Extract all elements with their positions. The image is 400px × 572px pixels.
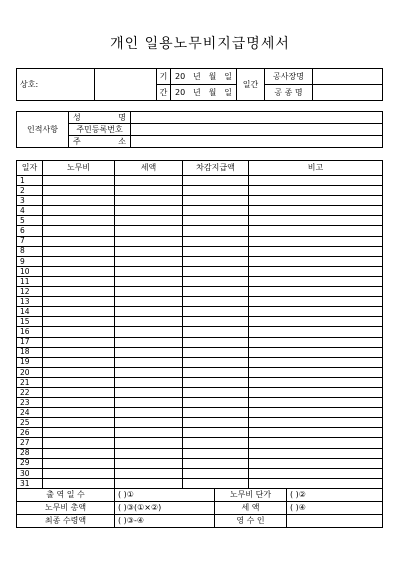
remarks-cell[interactable] (249, 196, 383, 206)
net-pay-cell[interactable] (183, 206, 249, 216)
address-label: 주 소 (69, 136, 131, 148)
table-row (17, 236, 383, 246)
table-row (17, 478, 383, 488)
document-title: 개인 일용노무비지급명세서 (110, 36, 290, 52)
day-number: 29 (17, 458, 43, 468)
receipt-signature-field[interactable] (287, 515, 383, 528)
tax-cell[interactable] (115, 246, 183, 256)
net-pay-cell[interactable] (183, 276, 249, 286)
id-number-label: 주민등록번호 (69, 124, 131, 136)
remarks-cell[interactable] (249, 448, 383, 458)
tax-cell[interactable] (115, 458, 183, 468)
net-pay-cell[interactable] (183, 327, 249, 337)
remarks-cell[interactable] (249, 317, 383, 327)
remarks-cell[interactable] (249, 297, 383, 307)
tax-cell[interactable] (115, 478, 183, 488)
tax-cell[interactable] (115, 297, 183, 307)
table-row (17, 418, 383, 428)
receipt-label: 영 수 인 (215, 515, 287, 528)
day-number: 12 (17, 287, 43, 297)
day-number: 9 (17, 256, 43, 266)
table-row (17, 226, 383, 236)
day-number: 2 (17, 186, 43, 196)
wage-cell[interactable] (43, 276, 115, 286)
day-number: 3 (17, 196, 43, 206)
remarks-cell[interactable] (249, 287, 383, 297)
day-number: 20 (17, 367, 43, 377)
day-number: 16 (17, 327, 43, 337)
tax-cell[interactable] (115, 226, 183, 236)
table-row (17, 176, 383, 186)
tax-cell[interactable] (115, 438, 183, 448)
net-pay-field[interactable]: ( )③-④ (115, 515, 215, 528)
remarks-cell[interactable] (249, 377, 383, 387)
tax-label: 세 액 (215, 502, 287, 515)
wage-cell[interactable] (43, 408, 115, 418)
wage-cell[interactable] (43, 297, 115, 307)
daily-ledger-table (16, 160, 383, 489)
net-pay-cell[interactable] (183, 236, 249, 246)
net-pay-cell[interactable] (183, 246, 249, 256)
day-number: 26 (17, 428, 43, 438)
net-pay-cell[interactable] (183, 337, 249, 347)
wage-cell[interactable] (43, 418, 115, 428)
tax-cell[interactable] (115, 206, 183, 216)
net-pay-cell[interactable] (183, 418, 249, 428)
tax-cell[interactable] (115, 387, 183, 397)
work-days-label: 출 역 일 수 (17, 489, 115, 502)
day-number: 1 (17, 176, 43, 186)
wage-cell[interactable] (43, 256, 115, 266)
net-pay-cell[interactable] (183, 347, 249, 357)
tax-cell[interactable] (115, 428, 183, 438)
table-row (17, 468, 383, 478)
wage-cell[interactable] (43, 186, 115, 196)
tax-cell[interactable] (115, 367, 183, 377)
net-pay-cell[interactable] (183, 438, 249, 448)
address-field[interactable] (131, 136, 383, 148)
tax-cell[interactable] (115, 337, 183, 347)
column-header-tax: 세액 (115, 161, 183, 176)
tax-cell[interactable] (115, 287, 183, 297)
table-row (17, 297, 383, 307)
wage-cell[interactable] (43, 206, 115, 216)
remarks-cell[interactable] (249, 408, 383, 418)
table-row (17, 398, 383, 408)
remarks-cell[interactable] (249, 418, 383, 428)
net-pay-cell[interactable] (183, 458, 249, 468)
net-pay-cell[interactable] (183, 428, 249, 438)
period-label-top: 기 (157, 69, 171, 85)
tax-cell[interactable] (115, 196, 183, 206)
table-row (17, 276, 383, 286)
company-label: 상호: (17, 69, 95, 101)
column-header-wage: 노무비 (43, 161, 115, 176)
tax-cell[interactable] (115, 327, 183, 337)
net-pay-cell[interactable] (183, 186, 249, 196)
remarks-cell[interactable] (249, 176, 383, 186)
tax-cell[interactable] (115, 317, 183, 327)
remarks-cell[interactable] (249, 226, 383, 236)
net-pay-cell[interactable] (183, 287, 249, 297)
total-wage-label: 노무비 총액 (17, 502, 115, 515)
remarks-cell[interactable] (249, 327, 383, 337)
remarks-cell[interactable] (249, 428, 383, 438)
wage-cell[interactable] (43, 337, 115, 347)
remarks-cell[interactable] (249, 266, 383, 276)
day-number: 31 (17, 478, 43, 488)
net-pay-label: 최종 수령액 (17, 515, 115, 528)
table-row (17, 387, 383, 397)
net-pay-cell[interactable] (183, 387, 249, 397)
remarks-cell[interactable] (249, 307, 383, 317)
work-type-field[interactable] (313, 85, 383, 101)
remarks-cell[interactable] (249, 186, 383, 196)
day-number: 19 (17, 357, 43, 367)
table-row (17, 287, 383, 297)
table-row (17, 438, 383, 448)
table-row (17, 367, 383, 377)
wage-cell[interactable] (43, 266, 115, 276)
day-number: 14 (17, 307, 43, 317)
tax-cell[interactable] (115, 347, 183, 357)
net-pay-cell[interactable] (183, 196, 249, 206)
tax-cell[interactable] (115, 276, 183, 286)
column-header-remarks: 비고 (249, 161, 383, 176)
tax-cell[interactable] (115, 357, 183, 367)
wage-cell[interactable] (43, 216, 115, 226)
wage-cell[interactable] (43, 387, 115, 397)
site-label: 공사장명 (265, 69, 313, 85)
day-number: 25 (17, 418, 43, 428)
table-row (17, 428, 383, 438)
net-pay-cell[interactable] (183, 297, 249, 307)
wage-cell[interactable] (43, 377, 115, 387)
wage-cell[interactable] (43, 317, 115, 327)
tax-cell[interactable] (115, 266, 183, 276)
remarks-cell[interactable] (249, 438, 383, 448)
wage-cell[interactable] (43, 236, 115, 246)
wage-cell[interactable] (43, 438, 115, 448)
personal-info-table (16, 111, 383, 148)
day-number: 17 (17, 337, 43, 347)
net-pay-cell[interactable] (183, 357, 249, 367)
table-row (17, 256, 383, 266)
table-row (17, 377, 383, 387)
tax-cell[interactable] (115, 256, 183, 266)
remarks-cell[interactable] (249, 216, 383, 226)
day-number: 7 (17, 236, 43, 246)
name-label: 성 명 (69, 112, 131, 124)
wage-cell[interactable] (43, 367, 115, 377)
net-pay-cell[interactable] (183, 398, 249, 408)
day-number: 23 (17, 398, 43, 408)
total-wage-field[interactable]: ( )③(①×②) (115, 502, 215, 515)
day-number: 6 (17, 226, 43, 236)
day-number: 15 (17, 317, 43, 327)
summary-table (16, 488, 383, 528)
net-pay-cell[interactable] (183, 317, 249, 327)
work-days-field[interactable]: ( )① (115, 489, 215, 502)
net-pay-cell[interactable] (183, 478, 249, 488)
wage-cell[interactable] (43, 458, 115, 468)
table-row (17, 206, 383, 216)
table-row (17, 196, 383, 206)
net-pay-cell[interactable] (183, 226, 249, 236)
table-row (17, 317, 383, 327)
remarks-cell[interactable] (249, 357, 383, 367)
day-number: 28 (17, 448, 43, 458)
table-row (17, 347, 383, 357)
tax-cell[interactable] (115, 408, 183, 418)
net-pay-cell[interactable] (183, 448, 249, 458)
day-number: 10 (17, 266, 43, 276)
day-number: 8 (17, 246, 43, 256)
remarks-cell[interactable] (249, 458, 383, 468)
day-number: 5 (17, 216, 43, 226)
net-pay-cell[interactable] (183, 377, 249, 387)
remarks-cell[interactable] (249, 478, 383, 488)
column-header-date: 일자 (17, 161, 43, 176)
period-to[interactable]: 20 년 월 일 (171, 85, 237, 101)
remarks-cell[interactable] (249, 337, 383, 347)
site-field[interactable] (313, 69, 383, 85)
day-number: 13 (17, 297, 43, 307)
period-label-bottom: 간 (157, 85, 171, 101)
tax-cell[interactable] (115, 398, 183, 408)
table-row (17, 246, 383, 256)
day-number: 27 (17, 438, 43, 448)
table-row (17, 266, 383, 276)
remarks-cell[interactable] (249, 246, 383, 256)
net-pay-cell[interactable] (183, 266, 249, 276)
remarks-cell[interactable] (249, 398, 383, 408)
day-number: 30 (17, 468, 43, 478)
remarks-cell[interactable] (249, 236, 383, 246)
remarks-cell[interactable] (249, 468, 383, 478)
wage-cell[interactable] (43, 287, 115, 297)
net-pay-cell[interactable] (183, 307, 249, 317)
wage-cell[interactable] (43, 176, 115, 186)
net-pay-cell[interactable] (183, 408, 249, 418)
tax-cell[interactable] (115, 448, 183, 458)
tax-cell[interactable] (115, 418, 183, 428)
net-pay-cell[interactable] (183, 176, 249, 186)
work-type-label: 공 종 명 (265, 85, 313, 101)
tax-cell[interactable] (115, 176, 183, 186)
table-row (17, 448, 383, 458)
remarks-cell[interactable] (249, 276, 383, 286)
tax-cell[interactable] (115, 468, 183, 478)
remarks-cell[interactable] (249, 256, 383, 266)
table-row (17, 186, 383, 196)
wage-cell[interactable] (43, 327, 115, 337)
table-row (17, 408, 383, 418)
net-pay-cell[interactable] (183, 256, 249, 266)
tax-cell[interactable] (115, 216, 183, 226)
period-from[interactable]: 20 년 월 일 (171, 69, 237, 85)
wage-cell[interactable] (43, 398, 115, 408)
day-number: 22 (17, 387, 43, 397)
wage-cell[interactable] (43, 428, 115, 438)
remarks-cell[interactable] (249, 387, 383, 397)
wage-cell[interactable] (43, 196, 115, 206)
day-number: 24 (17, 408, 43, 418)
workdays-label: 일간 (237, 69, 265, 101)
wage-cell[interactable] (43, 448, 115, 458)
tax-field[interactable]: ( )④ (287, 502, 383, 515)
unit-price-field[interactable]: ( )② (287, 489, 383, 502)
day-number: 11 (17, 276, 43, 286)
remarks-cell[interactable] (249, 206, 383, 216)
personal-info-label: 인적사항 (17, 112, 69, 148)
tax-cell[interactable] (115, 186, 183, 196)
table-row (17, 357, 383, 367)
unit-price-label: 노무비 단가 (215, 489, 287, 502)
wage-cell[interactable] (43, 347, 115, 357)
wage-cell[interactable] (43, 226, 115, 236)
net-pay-cell[interactable] (183, 468, 249, 478)
wage-cell[interactable] (43, 478, 115, 488)
wage-cell[interactable] (43, 307, 115, 317)
table-row (17, 458, 383, 468)
table-row (17, 307, 383, 317)
tax-cell[interactable] (115, 307, 183, 317)
wage-cell[interactable] (43, 246, 115, 256)
table-row (17, 337, 383, 347)
tax-cell[interactable] (115, 236, 183, 246)
tax-cell[interactable] (115, 377, 183, 387)
wage-cell[interactable] (43, 357, 115, 367)
net-pay-cell[interactable] (183, 216, 249, 226)
id-number-field[interactable] (131, 124, 383, 136)
table-row (17, 327, 383, 337)
net-pay-cell[interactable] (183, 367, 249, 377)
table-row (17, 216, 383, 226)
day-number: 21 (17, 377, 43, 387)
column-header-net-pay: 차감지급액 (183, 161, 249, 176)
header-table (16, 68, 383, 101)
wage-cell[interactable] (43, 468, 115, 478)
day-number: 4 (17, 206, 43, 216)
day-number: 18 (17, 347, 43, 357)
remarks-cell[interactable] (249, 347, 383, 357)
name-field[interactable] (131, 112, 383, 124)
company-field[interactable] (95, 69, 157, 101)
remarks-cell[interactable] (249, 367, 383, 377)
